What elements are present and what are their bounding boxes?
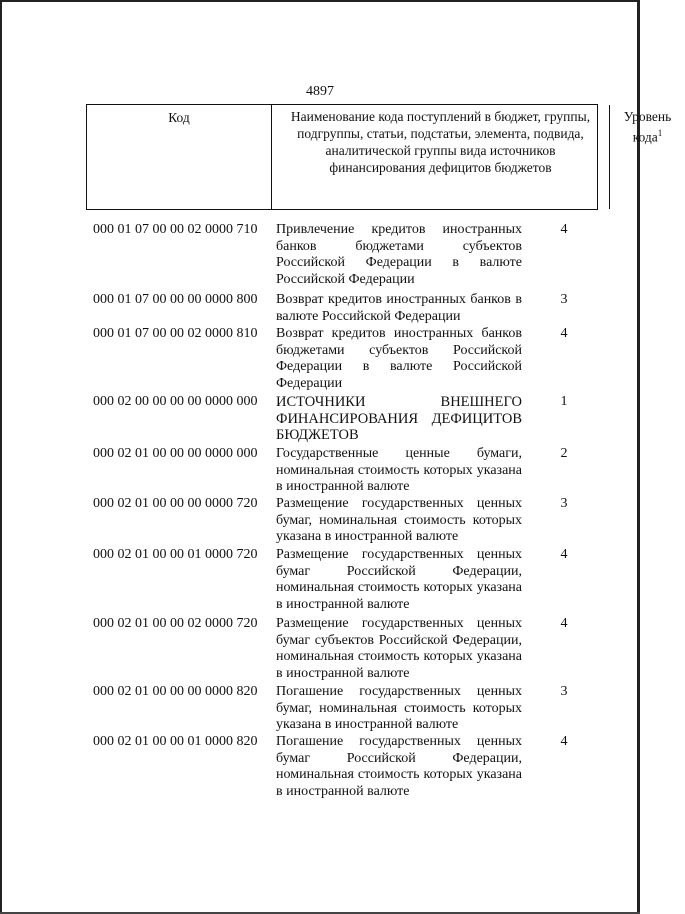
row-name: Погашение государственных ценных бумаг Российской Федерации, номинальная стоимость которых указана в иностранной валюте [276, 734, 522, 799]
row-code: 000 02 01 00 00 00 0000 720 [93, 496, 258, 511]
scan-border-left [0, 0, 2, 914]
row-code: 000 01 07 00 00 02 0000 810 [93, 326, 258, 341]
table-header [86, 104, 672, 210]
row-code: 000 02 01 00 00 01 0000 720 [93, 547, 258, 562]
row-level: 3 [560, 496, 568, 511]
row-level: 3 [560, 292, 568, 307]
row-level: 1 [560, 394, 568, 409]
row-name: Размещение государственных ценных бумаг субъектов Российской Федерации, номинальная стоимость которых указана в иностранной валюте [276, 616, 522, 681]
row-code: 000 02 01 00 00 00 0000 820 [93, 684, 258, 699]
row-name: Возврат кредитов иностранных банков в валюте Российской Федерации [276, 292, 522, 324]
row-name: ИСТОЧНИКИ ВНЕШНЕГО ФИНАНСИРОВАНИЯ ДЕФИЦИТОВ БЮДЖЕТОВ [276, 394, 522, 443]
header-level-footnote: 1 [657, 128, 663, 138]
row-name: Возврат кредитов иностранных банков бюджетами субъектов Российской Федерации в валюте Российской Федерации [276, 326, 522, 391]
row-level: 2 [560, 446, 568, 461]
row-name: Привлечение кредитов иностранных банков бюджетами субъектов Российской Федерации в валюте Российской Федерации [276, 222, 522, 287]
row-code: 000 02 01 00 00 02 0000 720 [93, 616, 258, 631]
row-level: 3 [560, 684, 568, 699]
header-level-label: Уровень кода [623, 109, 672, 145]
row-name: Государственные ценные бумаги, номинальная стоимость которых указана в иностранной валюте [276, 446, 522, 494]
row-name: Погашение государственных ценных бумаг, номинальная стоимость которых указана в иностранной валюте [276, 684, 522, 732]
row-level: 4 [560, 734, 568, 749]
header-code: Код [87, 105, 272, 209]
scan-border-top [0, 0, 640, 2]
row-name: Размещение государственных ценных бумаг Российской Федерации, номинальная стоимость которых указана в иностранной валюте [276, 547, 522, 612]
row-code: 000 02 00 00 00 00 0000 000 [93, 394, 258, 409]
row-code: 000 02 01 00 00 00 0000 000 [93, 446, 258, 461]
row-code: 000 02 01 00 00 01 0000 820 [93, 734, 258, 749]
row-code: 000 01 07 00 00 02 0000 710 [93, 222, 258, 237]
row-code: 000 01 07 00 00 00 0000 800 [93, 292, 258, 307]
page-number: 4897 [306, 84, 334, 99]
row-level: 4 [560, 222, 568, 237]
row-level: 4 [560, 547, 568, 562]
row-level: 4 [560, 616, 568, 631]
row-level: 4 [560, 326, 568, 341]
row-name: Размещение государственных ценных бумаг, номинальная стоимость которых указана в иностранной валюте [276, 496, 522, 544]
header-level [610, 105, 685, 209]
header-name: Наименование кода поступлений в бюджет, группы, подгруппы, статьи, подстатьи, элемента, подвида, аналитической группы вида источников финансирования дефицитов бюджетов [272, 105, 610, 209]
